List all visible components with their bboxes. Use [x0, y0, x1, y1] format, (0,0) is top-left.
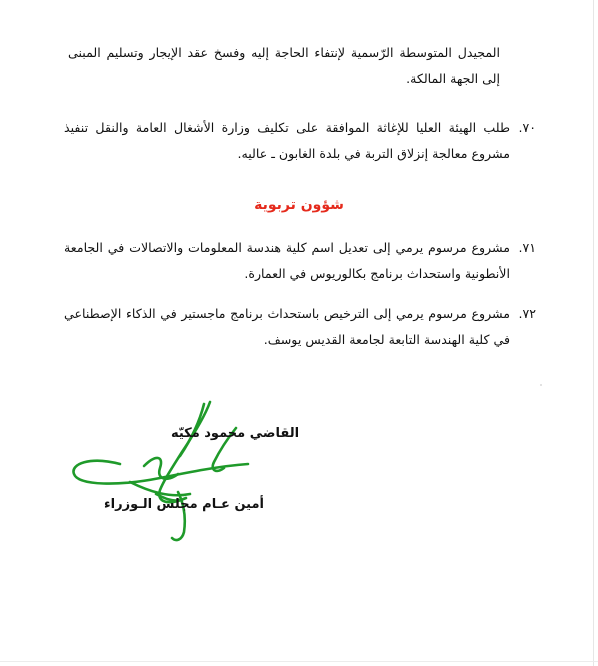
stray-mark — [540, 384, 542, 386]
section-heading: شؤون تربوية — [254, 197, 344, 213]
item-number: ٧٠. — [518, 120, 536, 135]
signatory-title: أمين عـام مجلس الـوزراء — [104, 497, 264, 512]
item-text: مشروع مرسوم يرمي إلى الترخيص باستحداث برنامج ماجستير في الذكاء الإصطناعي في كلية الهندسة التابعة لجامعة القديس يوسف. — [64, 306, 510, 347]
signatory-name: القاضي محمود مكيّه — [170, 426, 300, 441]
item-number: ٧٢. — [518, 306, 536, 321]
page-edge-rule — [593, 0, 594, 666]
agenda-item-70 — [64, 115, 536, 167]
item-text: مشروع مرسوم يرمي إلى تعديل اسم كلية هندسة المعلومات والاتصالات في الجامعة الأنطونية واستحداث برنامج بكالوريوس في العمارة. — [64, 240, 510, 281]
handwritten-signature — [60, 394, 250, 544]
item-text: طلب الهيئة العليا للإغاثة الموافقة على تكليف وزارة الأشغال العامة والنقل تنفيذ مشروع معالجة إنزلاق التربة في بلدة الغابون ـ عاليه. — [64, 120, 510, 161]
item-number: ٧١. — [518, 240, 536, 255]
agenda-item-71 — [64, 235, 536, 287]
page-bottom-rule — [0, 661, 598, 662]
continuation-paragraph: المجيدل المتوسطة الرّسمية لإنتفاء الحاجة إليه وفسخ عقد الإيجار وتسليم المبنى إلى الجهة المالكة. — [68, 45, 500, 86]
agenda-item-72 — [64, 301, 536, 353]
